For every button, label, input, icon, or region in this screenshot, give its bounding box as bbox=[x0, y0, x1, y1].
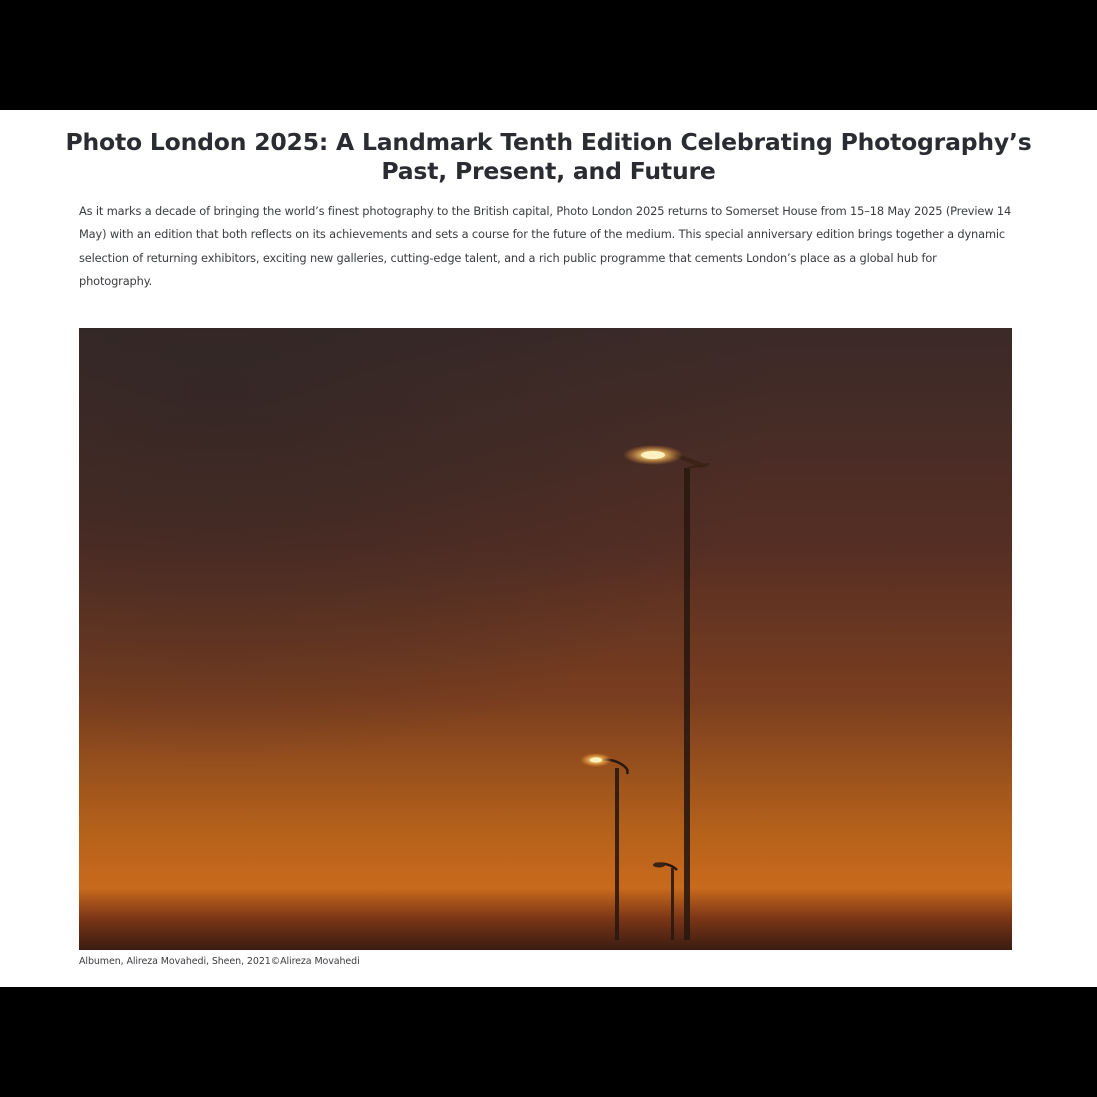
article-title: Photo London 2025: A Landmark Tenth Edition Celebrating Photography’s Past, Present, and Future bbox=[65, 128, 1032, 185]
street-lamps-sunset-photo bbox=[79, 328, 1012, 950]
article-page bbox=[0, 110, 1097, 987]
article-photo bbox=[79, 328, 1012, 950]
photo-caption: Albumen, Alireza Movahedi, Sheen, 2021©Alireza Movahedi bbox=[79, 956, 360, 967]
article-intro: As it marks a decade of bringing the world’s finest photography to the British capital, Photo London 2025 returns to Somerset House from 15–18 May 2025 (Preview 14 May) with an edition that both reflects on its achievements and sets a course for the future of the medium. This special anniversary edition brings together a dynamic selection of returning exhibitors, exciting new galleries, cutting-edge talent, and a rich public programme that cements London’s place as a global hub for photography. bbox=[79, 204, 1012, 288]
